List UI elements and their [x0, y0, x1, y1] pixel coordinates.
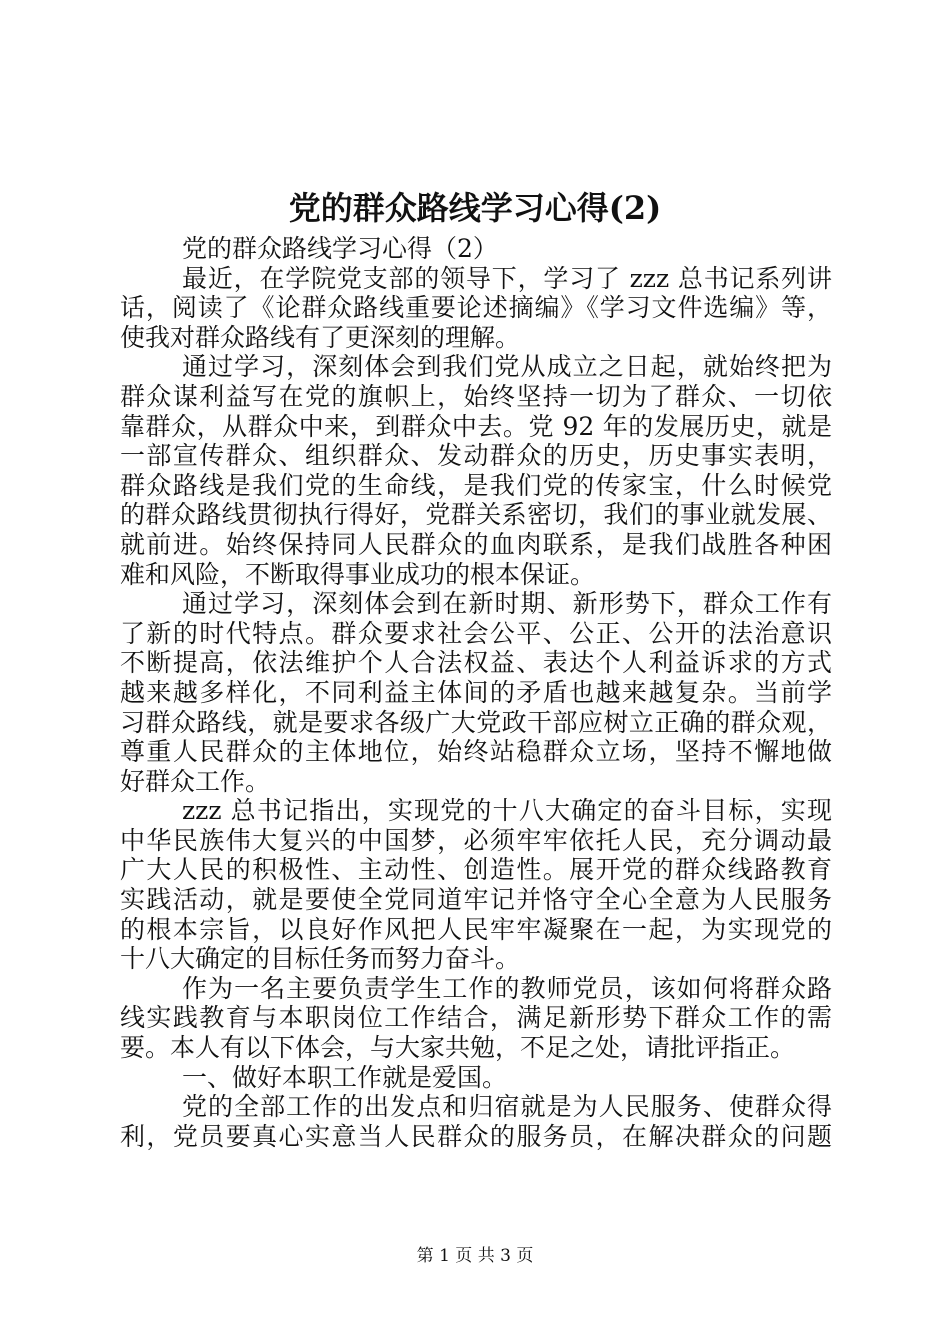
body-line: 尊重人民群众的主体地位，始终站稳群众立场，坚持不懈地做	[120, 737, 832, 767]
body-line: 的根本宗旨，以良好作风把人民牢牢凝聚在一起，为实现党的	[120, 914, 832, 944]
body-line: 中华民族伟大复兴的中国梦，必须牢牢依托人民，充分调动最	[120, 825, 832, 855]
body-line: 越来越多样化，不同利益主体间的矛盾也越来越复杂。当前学	[120, 677, 832, 707]
document-body	[120, 234, 832, 1151]
body-line: 不断提高，依法维护个人合法权益、表达个人利益诉求的方式	[120, 648, 832, 678]
body-line: 难和风险，不断取得事业成功的根本保证。	[120, 559, 596, 589]
body-line: 实践活动，就是要使全党同道牢记并恪守全心全意为人民服务	[120, 885, 832, 915]
body-line: zzz 总书记指出，实现党的十八大确定的奋斗目标，实现	[182, 796, 832, 826]
body-line: 一部宣传群众、组织群众、发动群众的历史，历史事实表明，	[120, 441, 832, 471]
body-line: 了新的时代特点。群众要求社会公平、公正、公开的法治意识	[120, 618, 832, 648]
body-line: 广大人民的积极性、主动性、创造性。展开党的群众线路教育	[120, 855, 832, 885]
body-line: 要。本人有以下体会，与大家共勉，不足之处，请批评指正。	[120, 1033, 796, 1063]
body-line: 最近，在学院党支部的领导下，学习了 zzz 总书记系列讲	[182, 263, 832, 293]
body-line: 通过学习，深刻体会到在新时期、新形势下，群众工作有	[182, 589, 832, 619]
body-line: 作为一名主要负责学生工作的教师党员，该如何将群众路	[182, 973, 832, 1003]
body-line: 好群众工作。	[120, 766, 271, 796]
body-line: 靠群众，从群众中来，到群众中去。党 92 年的发展历史，就是	[120, 411, 832, 441]
body-line: 线实践教育与本职岗位工作结合，满足新形势下群众工作的需	[120, 1003, 832, 1033]
body-line: 的群众路线贯彻执行得好，党群关系密切，我们的事业就发展、	[120, 500, 832, 530]
document-title: 党的群众路线学习心得(2)	[288, 189, 662, 227]
body-line: 群众谋利益写在党的旗帜上，始终坚持一切为了群众、一切依	[120, 381, 832, 411]
body-line: 通过学习，深刻体会到我们党从成立之日起，就始终把为	[182, 352, 832, 382]
body-line: 党的全部工作的出发点和归宿就是为人民服务、使群众得	[182, 1092, 832, 1122]
body-line: 习群众路线，就是要求各级广大党政干部应树立正确的群众观，	[120, 707, 832, 737]
body-line: 就前进。始终保持同人民群众的血肉联系，是我们战胜各种困	[120, 529, 832, 559]
body-line: 十八大确定的目标任务而努力奋斗。	[120, 944, 521, 974]
body-line: 话，阅读了《论群众路线重要论述摘编》《学习文件选编》等，	[120, 293, 832, 323]
body-line: 群众路线是我们党的生命线，是我们党的传家宝，什么时候党	[120, 470, 832, 500]
page-number-footer: 第 1 页 共 3 页	[416, 1246, 534, 1266]
body-line: 使我对群众路线有了更深刻的理解。	[120, 322, 521, 352]
body-line: 党的群众路线学习心得（2）	[182, 234, 498, 263]
body-line: 利，党员要真心实意当人民群众的服务员，在解决群众的问题	[120, 1121, 832, 1151]
body-line: 一、做好本职工作就是爱国。	[182, 1062, 508, 1092]
